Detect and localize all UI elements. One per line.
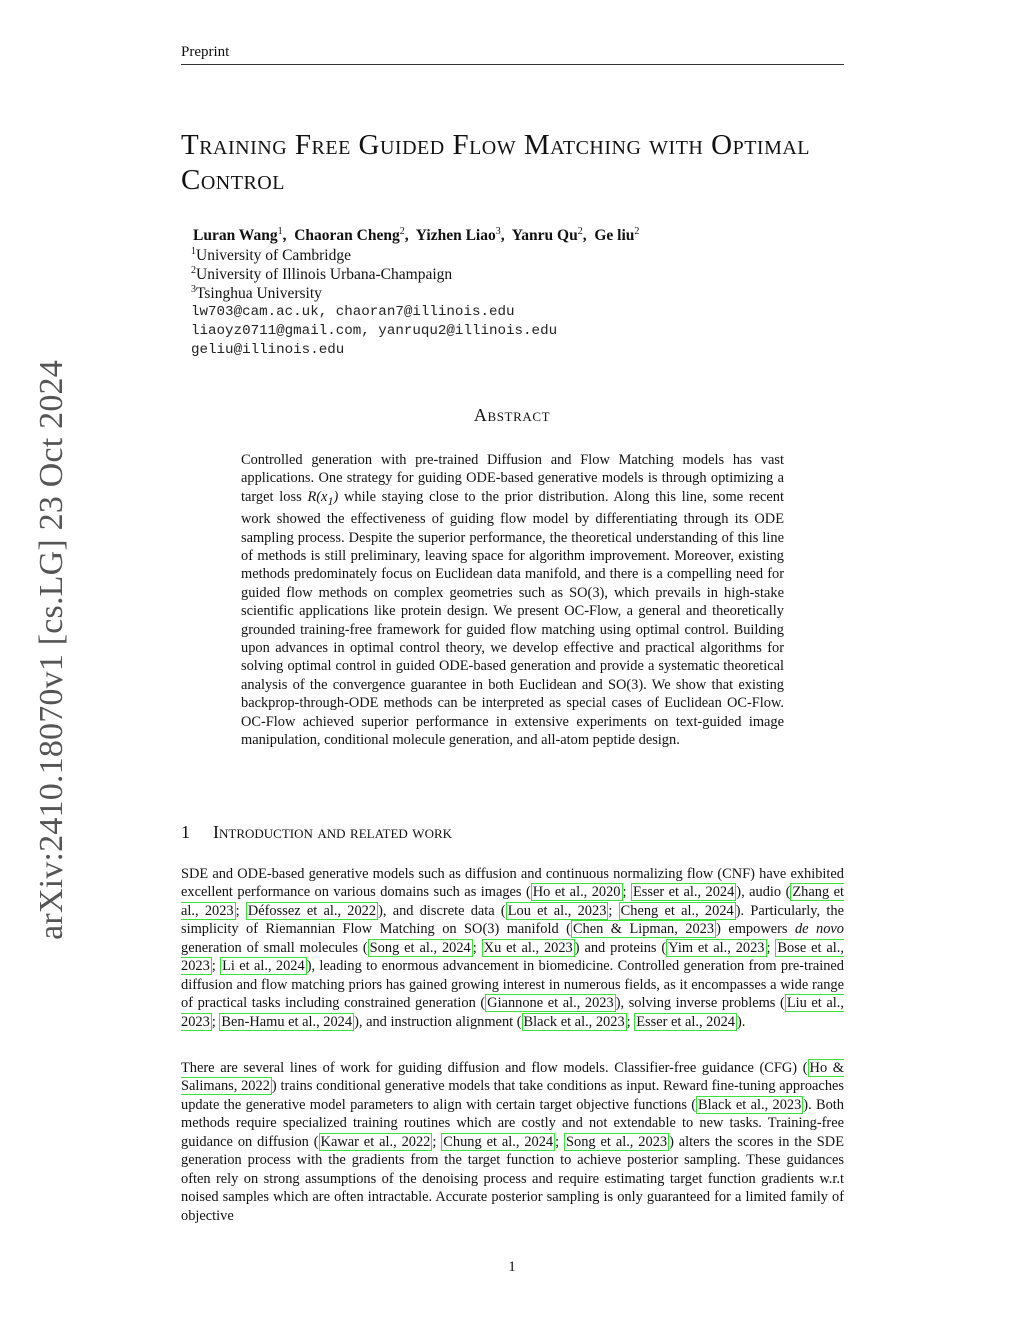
citation-link[interactable]: Cheng et al., 2024: [620, 902, 734, 919]
body-paragraph: SDE and ODE-based generative models such as diffusion and continuous normalizing flow (CNF) have exhibited excellent performance on various domains such as images ( Ho et al., 2020 ; Esser et al., 2024 ), audio ( Zhang et al., 2023 ; Défossez et al., 2022 ), and discrete data ( Lou et al., 2023 ; Cheng et al., 2024 ). Particularly, the simplicity of Riemannian Flow Matching on SO(3) manifold ( Chen & Lipman, 2023 ) empowers de novo generation of small molecules ( Song et al., 2024 ; Xu et al., 2023 ) and proteins ( Yim et al., 2023 ; Bose et al., 2023 ; Li et al., 2024 ), leading to enormous advancement in biomedicine. Controlled generation from pre-trained diffusion and flow matching priors has gained growing interest in numerous fields, as it encompasses a wide range of practical tasks including constrained generation ( Giannone et al., 2023 ), solving inverse problems ( Liu et al., 2023 ; Ben-Hamu et al., 2024 ), and instruction alignment ( Black et al., 2023 ; Esser et al., 2024 ).: [181, 866, 844, 1030]
section-title: Introduction and related work: [213, 822, 453, 842]
citation-link[interactable]: Li et al., 2024: [222, 958, 305, 975]
citation-link[interactable]: Esser et al., 2024: [632, 884, 735, 901]
citation-link[interactable]: Yim et al., 2023: [668, 939, 765, 956]
citation-link[interactable]: Défossez et al., 2022: [247, 902, 377, 919]
author-name: Yizhen Liao: [415, 227, 496, 245]
section-heading: [181, 822, 452, 843]
emphasis-text: de novo: [794, 921, 844, 938]
author-name: Chaoran Cheng: [294, 227, 400, 245]
citation-link[interactable]: Chung et al., 2024: [443, 1133, 554, 1150]
abstract-text-part: while staying close to the prior distribution. Along this line, some recent work showed the effectiveness of guiding flow model by differentiating through its ODE sampling process. Despite the superior performance, the theoretical understanding of this line of methods is still preliminary, leaving space for algorithm improvement. Moreover, existing methods predominately focus on Euclidean data manifold, and there is a compelling need for guided flow methods on complex geometries such as SO(3), which prevails in high-stake scientific applications like protein design. We present OC-Flow, a general and theoretically grounded training-free framework for guided flow matching using optimal control. Building upon advances in optimal control theory, we develop effective and practical algorithms for solving optimal control in guided ODE-based generation and provide a systematic theoretical analysis of the convergence guarantee in both Euclidean and SO(3). We show that existing backprop-through-ODE methods can be interpreted as special cases of Euclidean OC-Flow. OC-Flow achieved superior performance in extensive experiments on text-guided image manipulation, conditional molecule generation, and all-atom peptide design.: [241, 488, 784, 748]
citation-link[interactable]: Esser et al., 2024: [636, 1013, 735, 1030]
citation-link[interactable]: Song et al., 2023: [566, 1133, 668, 1150]
citation-link[interactable]: Chen & Lipman, 2023: [572, 921, 715, 938]
affiliation-number: 3: [191, 284, 196, 295]
author-name: Luran Wang: [193, 227, 278, 245]
citation-link[interactable]: Ho & Salimans, 2022: [181, 1060, 844, 1095]
citation-link[interactable]: Ho et al., 2020: [532, 884, 621, 901]
citation-link[interactable]: Lou et al., 2023: [507, 902, 607, 919]
citation-link[interactable]: Xu et al., 2023: [483, 939, 573, 956]
email-line: geliu@illinois.edu: [191, 342, 345, 358]
citation-link[interactable]: Black et al., 2023: [698, 1096, 802, 1113]
affiliation: [191, 265, 452, 284]
affiliation: [191, 246, 351, 265]
author-affiliation-marker: 1: [277, 226, 283, 237]
math-expression: [307, 488, 339, 508]
author-name: Yanru Qu: [511, 227, 578, 245]
author-affiliation-marker: 2: [399, 226, 405, 237]
citation-link[interactable]: Zhang et al., 2023: [181, 884, 844, 919]
citation-link[interactable]: Ben-Hamu et al., 2024: [221, 1013, 353, 1030]
citation-link[interactable]: Bose et al., 2023: [181, 939, 844, 975]
author-affiliation-marker: 3: [495, 226, 501, 237]
affiliation-name: University of Illinois Urbana-Champaign: [196, 266, 453, 284]
author-affiliation-marker: 2: [634, 226, 640, 237]
author-name: Ge liu: [594, 227, 635, 245]
email-line: lw703@cam.ac.uk, chaoran7@illinois.edu: [191, 304, 515, 320]
affiliation-name: Tsinghua University: [196, 285, 322, 303]
abstract-text: [241, 451, 784, 749]
affiliation: [191, 284, 322, 303]
affiliation-number: 2: [191, 265, 196, 276]
citation-link[interactable]: Song et al., 2024: [369, 939, 471, 956]
email-line: liaoyz0711@gmail.com, yanruqu2@illinois.edu: [191, 323, 558, 339]
body-paragraph: There are several lines of work for guiding diffusion and flow models. Classifier-free guidance (CFG) ( Ho & Salimans, 2022 ) trains conditional generative models that take conditions as input. Reward fine-tuning approaches update the generative model parameters to align with certain target objective functions ( Black et al., 2023 ). Both methods require specialized training routines which are costly and not extendable to new tasks. Training-free guidance on diffusion ( Kawar et al., 2022 ; Chung et al., 2024 ; Song et al., 2023 ) alters the scores in the SDE generation process with the gradients from the target function to achieve posterior sampling. These guidances often rely on strong assumptions of the denoising process and require estimating target function gradients w.r.t noised samples which are often intractable. Accurate posterior sampling is only guaranteed for a limited family of objective: [181, 1060, 845, 1224]
abstract-text-part: Controlled generation with pre-trained Diffusion and Flow Matching models has vast applications. One strategy for guiding ODE-based generative models is through optimizing a target loss: [241, 452, 784, 505]
author-affiliation-marker: 2: [577, 226, 583, 237]
arxiv-stamp: arXiv:2410.18070v1 [cs.LG] 23 Oct 2024: [33, 360, 70, 940]
citation-link[interactable]: Kawar et al., 2022: [320, 1133, 431, 1150]
citation-link[interactable]: Giannone et al., 2023: [487, 995, 614, 1012]
abstract-heading: Abstract: [473, 405, 551, 425]
math-text: R(x: [307, 488, 328, 505]
citation-link[interactable]: Liu et al., 2023: [181, 995, 844, 1030]
affiliation-name: University of Cambridge: [196, 247, 351, 265]
paper-title: Training Free Guided Flow Matching with Optimal Control: [181, 129, 811, 196]
affiliation-number: 1: [191, 246, 196, 257]
running-head: Preprint: [181, 44, 230, 60]
math-text: ): [333, 488, 339, 505]
citation-link[interactable]: Black et al., 2023: [523, 1013, 625, 1030]
section-number: 1: [181, 822, 190, 842]
math-subscript: 1: [327, 493, 334, 508]
page-number: 1: [508, 1259, 516, 1275]
author-list: Luran Wang$^1$, Chaoran Cheng$^2$, Yizhen Liao$^3$, Yanru Qu$^2$, Ge liu$^2$: [193, 226, 640, 245]
header-rule: [181, 64, 844, 65]
